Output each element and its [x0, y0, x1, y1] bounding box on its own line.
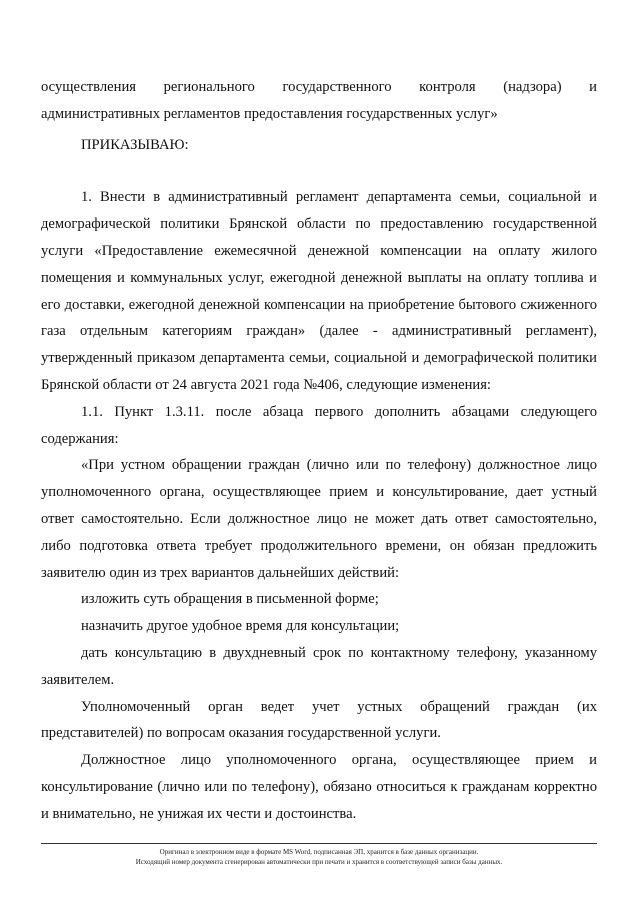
- paragraph-oral-appeal: «При устном обращении граждан (лично или по телефону) должностное лицо уполномоченного органа, осуществляющее прием и консультирование, дает устный ответ самостоятельно. Если должностное лицо не может дать ответ самостоятельно, либо подготовка ответа требует продолжительного времени, он обязан предложить заявителю один из трех вариантов дальнейших действий:: [41, 457, 597, 581]
- paragraph-records: Уполномоченный орган ведет учет устных обращений граждан (их представителей) по вопросам оказания государственной услуги.: [41, 698, 597, 742]
- paragraph-intro-continuation: осуществления регионального государственного контроля (надзора) и административных регламентов предоставления государственных услуг»: [41, 79, 597, 122]
- paragraph-item-1: 1. Внести в административный регламент департамента семьи, социальной и демографической политики Брянской области по предоставлению государственной услуги «Предоставление ежемесячной денежной компенсации на оплату жилого помещения и коммунальных услуг, ежегодной денежной выплаты на оплату топлива и его доставки, ежегодной денежной компенсации на приобретение бытового сжиженного газа отдельным категориям граждан» (далее - административный регламент), утвержденный приказом департамента семьи, социальной и демографической политики Брянской области от 24 августа 2021 года №406, следующие изменения:: [41, 189, 597, 393]
- paragraph-item-1-1: 1.1. Пункт 1.3.11. после абзаца первого дополнить абзацами следующего содержания:: [41, 403, 597, 447]
- paragraph-conduct: Должностное лицо уполномоченного органа, осуществляющее прием и консультирование (лично или по телефону), обязано относиться к гражданам корректно и внимательно, не унижая их чести и достоинства.: [41, 752, 597, 822]
- footer-line-1: Оригинал в электронном виде в формате MS Word, подписанная ЭП, хранится в базе данных организации.: [159, 848, 479, 856]
- paragraph-option-reschedule: назначить другое удобное время для консультации;: [81, 618, 400, 635]
- footer-line-2: Исходящий номер документа сгенерирован автоматически при печати и хранится в соответствующей записи базы данных.: [135, 858, 503, 866]
- document-body: [41, 74, 597, 828]
- paragraph-option-phone: дать консультацию в двухдневный срок по контактному телефону, указанному заявителем.: [41, 644, 597, 688]
- paragraph-option-written: изложить суть обращения в письменной форме;: [81, 591, 379, 608]
- order-heading: ПРИКАЗЫВАЮ:: [81, 136, 189, 153]
- footer-divider: [41, 843, 597, 844]
- footer-note: [41, 847, 597, 867]
